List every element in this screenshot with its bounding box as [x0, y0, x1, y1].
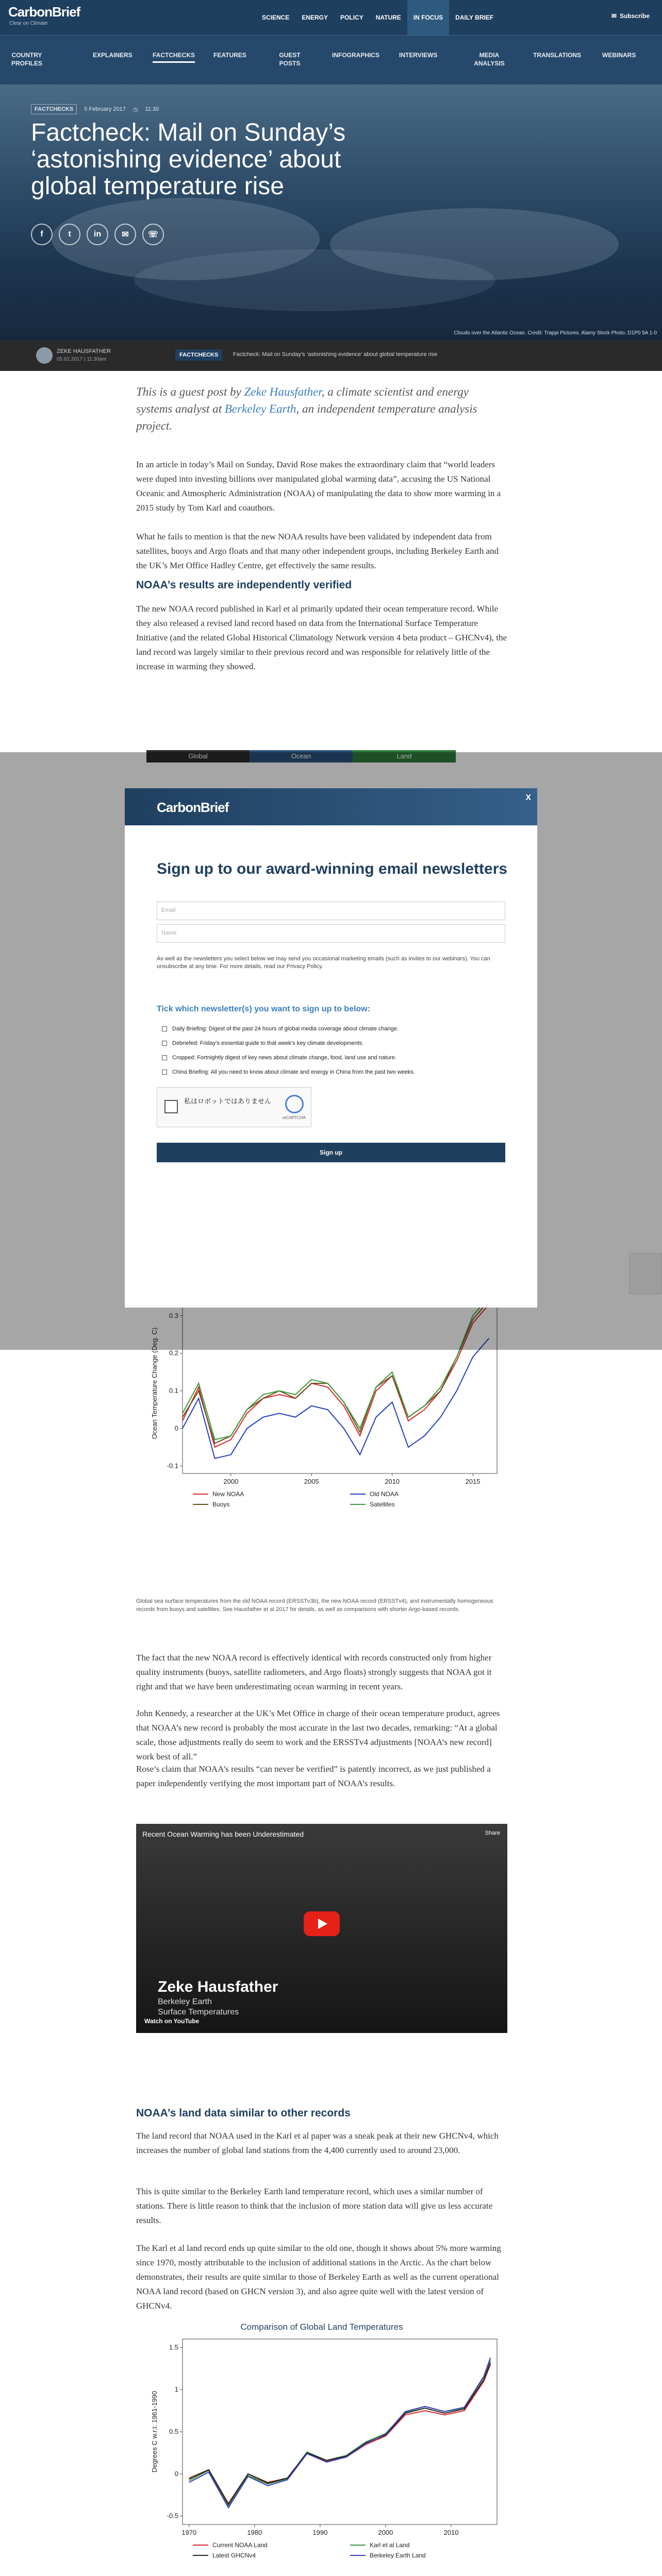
play-icon[interactable]: [304, 1911, 340, 1936]
facebook-icon[interactable]: f: [31, 224, 53, 245]
y-tick-label: -0.1: [167, 1462, 178, 1470]
figure-caption: Global sea surface temperatures from the old NOAA record (ERSSTv3b), the new NOAA record (ERSSTv4), and instrumentally homogeneous records from buoys and satellites. See Hausfather et al 2017 for details, as well as comparisons with shorter Argo-based records.: [136, 1598, 493, 1613]
modal-logo: CarbonBrief: [157, 800, 229, 815]
tab-land[interactable]: Land: [353, 750, 456, 762]
tab-ocean[interactable]: Ocean: [250, 750, 353, 762]
newsletter-option[interactable]: [162, 1025, 502, 1032]
y-tick-label: 0.3: [169, 1311, 178, 1319]
logo-tagline: Clear on Climate: [9, 21, 48, 26]
legend-label: Latest GHCNv4: [212, 2552, 256, 2559]
legend-label: Berkeley Earth Land: [370, 2552, 426, 2559]
email-field[interactable]: Email: [157, 902, 505, 920]
nav-in-focus[interactable]: IN FOCUS: [407, 0, 449, 35]
nav-country-profiles[interactable]: COUNTRY PROFILES: [11, 52, 42, 67]
category-badge[interactable]: FACTCHECKS: [175, 349, 222, 361]
share-buttons: [31, 224, 164, 245]
body-paragraph: In an article in today’s Mail on Sunday, David Rose makes the extraordinary claim that “world leaders were duped into investing billions over manipulated global warming data”, accusing the US National Oceanic and Atmospheric Administration (NOAA) of manipulating the data to show more warming in a 2015 study by Tom Karl and coauthors.: [136, 460, 501, 513]
video-speaker-name: Zeke Hausfather: [158, 1978, 278, 1995]
legend-label: Current NOAA Land: [212, 2541, 268, 2549]
newsletter-select-heading: Tick which newsletter(s) you want to sign up to below:: [157, 1005, 370, 1013]
main-nav: [256, 0, 500, 35]
carbonbrief-logo[interactable]: CarbonBrief: [8, 4, 80, 20]
consent-text: As well as the newsletters you select below we may send you occasional marketing emails (such as invites to our webinars). You can unsubscribe at any time. For more details, read our Privacy Policy.: [157, 956, 490, 970]
nav-daily-brief[interactable]: DAILY BRIEF: [455, 14, 494, 21]
author-date: 05.02.2017 | 11:30am: [57, 357, 107, 362]
checkbox[interactable]: [162, 1070, 167, 1075]
image-credit: Clouds over the Atlantic Ocean. Credit: Trappi Pictures. Alamy Stock Photo. D1P0 5A 1-0: [454, 330, 657, 336]
nav-explainers[interactable]: EXPLAINERS: [93, 52, 133, 59]
y-tick-label: 0.1: [169, 1386, 178, 1395]
youtube-video[interactable]: [136, 1824, 507, 2033]
x-tick-label: 2000: [223, 1478, 239, 1485]
video-org: Berkeley Earth: [158, 1997, 212, 2006]
email-icon[interactable]: ✉: [114, 224, 136, 245]
legend-label: Old NOAA: [370, 1490, 399, 1498]
mail-icon: ✉: [611, 12, 617, 20]
author-name[interactable]: ZEKE HAUSFATHER: [57, 348, 111, 354]
hero-cloud-shape: [134, 249, 495, 311]
chart2-svg: [136, 2318, 507, 2576]
x-tick-label: 2000: [378, 2529, 393, 2536]
author-link[interactable]: Zeke Hausfather: [244, 385, 322, 398]
page-title: Factcheck: Mail on Sunday’s ‘astonishing evidence’ about global temperature rise: [31, 119, 346, 200]
option-label: China Briefing: All you need to know about climate and energy in China from the past two weeks.: [172, 1069, 415, 1075]
option-label: Cropped: Fortnightly digest of key news about climate change, food, land use and nature.: [172, 1055, 396, 1061]
newsletter-options: [162, 1025, 502, 1083]
x-tick-label: 1990: [312, 2529, 328, 2536]
hero-banner: [0, 84, 662, 340]
recaptcha-checkbox[interactable]: [164, 1100, 178, 1113]
recaptcha-icon: [285, 1095, 304, 1113]
newsletter-modal: [125, 788, 537, 1308]
body-paragraph: Rose’s claim that NOAA’s results “can never be verified” is patently incorrect, as we just published a paper independently verifying the most important part of NOAA’s results.: [136, 1764, 491, 1788]
y-tick-label: 0: [174, 1424, 178, 1432]
top-navigation: [0, 0, 662, 35]
x-tick-label: 1980: [247, 2529, 262, 2536]
video-share[interactable]: Share: [485, 1830, 500, 1836]
nav-webinars[interactable]: WEBINARS: [602, 52, 636, 59]
recaptcha-widget: [157, 1087, 311, 1127]
whatsapp-icon[interactable]: ☏: [142, 224, 164, 245]
video-speaker-org: [158, 1997, 239, 2018]
y-tick-label: 0.2: [169, 1349, 178, 1357]
option-label: Debriefed: Friday’s essential guide to that week’s key climate developments.: [172, 1040, 364, 1046]
newsletter-option[interactable]: [162, 1054, 502, 1061]
name-field[interactable]: Name: [157, 924, 505, 943]
nav-translations[interactable]: TRANSLATIONS: [533, 52, 582, 59]
signup-button[interactable]: Sign up: [157, 1143, 505, 1162]
body-paragraph: The fact that the new NOAA record is effectively identical with records constructed only from higher quality instruments (buoys, satellite radiometers, and Argo floats) strongly suggests that NOAA got it right and that we have been underestimating ocean warming in recent years.: [136, 1653, 492, 1691]
body-paragraph: The new NOAA record published in Karl et al primarily updated their ocean temperature record. While they also released a revised land record based on data from the International Surface Temperature Initiative (and the related Global Historical Climatology Network version 4 beta product – GHCNv4), the land record was largely similar to their previous record and was responsible for relatively little of the increase in warming they showed.: [136, 604, 507, 671]
video-role: Surface Temperatures: [158, 2008, 239, 2016]
body-paragraph: The Karl et al land record ends up quite similar to the old one, though it shows about 5% more warming since 1970, mostly attributable to the inclusion of additional stations in the Arctic. As the chart below demonstrates, their results are quite similar to those of Berkeley Earth as well as the current operational NOAA land record (based on GHCN version 3), and also agree quite well with the latest version of GHCNv4.: [136, 2243, 501, 2311]
intro-text: , an independent temperature analysis project.: [136, 402, 477, 432]
intro-text: , a climate scientist and energy systems analyst at: [136, 385, 469, 415]
publish-date: 5 February 2017: [84, 106, 126, 112]
video-title[interactable]: Recent Ocean Warming has been Underestimated: [142, 1830, 304, 1838]
sticky-article-title: Factcheck: Mail on Sunday’s ‘astonishing evidence’ about global temperature rise: [233, 351, 438, 358]
modal-header: [125, 788, 537, 825]
y-tick-label: 1: [174, 2385, 178, 2394]
recaptcha-brand: reCAPTCHA: [282, 1115, 306, 1120]
body-paragraph: John Kennedy, a researcher at the UK’s Met Office in charge of their ocean temperature product, agrees that NOAA’s new record is probably the most accurate in the last two decades, remarking: “At a global scale, those adjustments really do seem to work and the ERSSTv4 adjustments [NOAA’s new record] work best of all.”: [136, 1708, 500, 1761]
option-label: Daily Briefing: Digest of the past 24 hours of global media coverage about climate change.: [172, 1026, 399, 1032]
legend-label: Karl et al Land: [370, 2541, 410, 2549]
nav-media-analysis[interactable]: MEDIA ANALYSIS: [474, 52, 505, 67]
section-heading: NOAA’s land data similar to other records: [136, 2107, 351, 2119]
article-meta: [31, 104, 159, 114]
body-paragraph: This is quite similar to the Berkeley Earth land temperature record, which uses a similar number of stations. There is little reason to think that the inclusion of more station data will give us less accurate results.: [136, 2187, 493, 2225]
author-bar: [0, 340, 662, 371]
x-tick-label: 1970: [181, 2529, 197, 2536]
body-paragraph: The land record that NOAA used in the Karl et al paper was a sneak peak at their new GHCNv4, which increases the number of global land stations from the 4,400 currently used to around 23,000.: [136, 2131, 499, 2155]
linkedin-icon[interactable]: in: [87, 224, 108, 245]
clock-icon: ◷: [133, 106, 138, 113]
chart-land-temperature: [136, 2318, 507, 2576]
nav-policy[interactable]: POLICY: [340, 14, 363, 21]
y-axis-label: Degrees C w.r.t. 1961-1990: [151, 2391, 158, 2473]
recaptcha-label: 私はロボットではありません: [184, 1097, 272, 1105]
tab-global[interactable]: Global: [146, 750, 250, 762]
newsletter-option[interactable]: [162, 1069, 502, 1076]
org-link[interactable]: Berkeley Earth: [224, 402, 296, 415]
legend-label: Satellites: [370, 1501, 395, 1508]
nav-interviews[interactable]: INTERVIEWS: [399, 52, 438, 59]
chart-title: Comparison of Global Land Temperatures: [240, 2322, 403, 2332]
legend-label: New NOAA: [212, 1490, 244, 1498]
close-icon[interactable]: X: [525, 793, 531, 802]
publish-time: 11:30: [145, 106, 159, 112]
nav-energy[interactable]: ENERGY: [302, 14, 328, 21]
secondary-navigation: [0, 35, 662, 84]
x-tick-label: 2005: [304, 1478, 319, 1485]
x-tick-label: 2010: [385, 1478, 400, 1485]
checkbox[interactable]: [162, 1055, 167, 1060]
avatar: [36, 347, 53, 364]
nav-science[interactable]: SCIENCE: [262, 14, 290, 21]
nav-guest-posts[interactable]: GUEST POSTS: [279, 52, 301, 67]
newsletter-option[interactable]: [162, 1040, 502, 1047]
category-tag[interactable]: FACTCHECKS: [31, 104, 77, 114]
nav-factchecks[interactable]: FACTCHECKS: [153, 51, 195, 63]
watch-on-youtube[interactable]: Watch on YouTube: [144, 2018, 200, 2025]
twitter-icon[interactable]: t: [59, 224, 80, 245]
legend-label: Buoys: [212, 1501, 230, 1508]
checkbox[interactable]: [162, 1026, 167, 1031]
modal-heading: Sign up to our award-winning email newsletters: [157, 860, 508, 877]
checkbox[interactable]: [162, 1041, 167, 1046]
y-tick-label: 0.5: [169, 2428, 178, 2435]
y-tick-label: 0: [174, 2469, 178, 2478]
intro-text: This is a guest post by: [136, 385, 244, 398]
subscribe-label: Subscribe: [619, 12, 650, 20]
nav-infographics[interactable]: INFOGRAPHICS: [332, 52, 380, 59]
intro-paragraph: [136, 383, 507, 434]
nav-nature[interactable]: NATURE: [375, 14, 401, 21]
nav-features[interactable]: FEATURES: [213, 52, 246, 59]
chart-background: [136, 2318, 507, 2576]
x-tick-label: 2015: [465, 1478, 481, 1485]
subscribe-link[interactable]: [611, 12, 650, 20]
y-tick-label: -0.5: [167, 2512, 178, 2520]
y-axis-label: Ocean Temperature Change (Deg. C): [151, 1327, 158, 1439]
x-tick-label: 2010: [443, 2529, 459, 2536]
body-paragraph: What he fails to mention is that the new NOAA results have been validated by independent data from satellites, buoys and Argo floats and that many other independent groups, including Berkeley Earth and the UK’s Met Office Hadley Centre, get effectively the same results.: [136, 532, 499, 570]
section-heading: NOAA’s results are independently verified: [136, 579, 352, 591]
y-tick-label: 1.5: [169, 2343, 178, 2351]
